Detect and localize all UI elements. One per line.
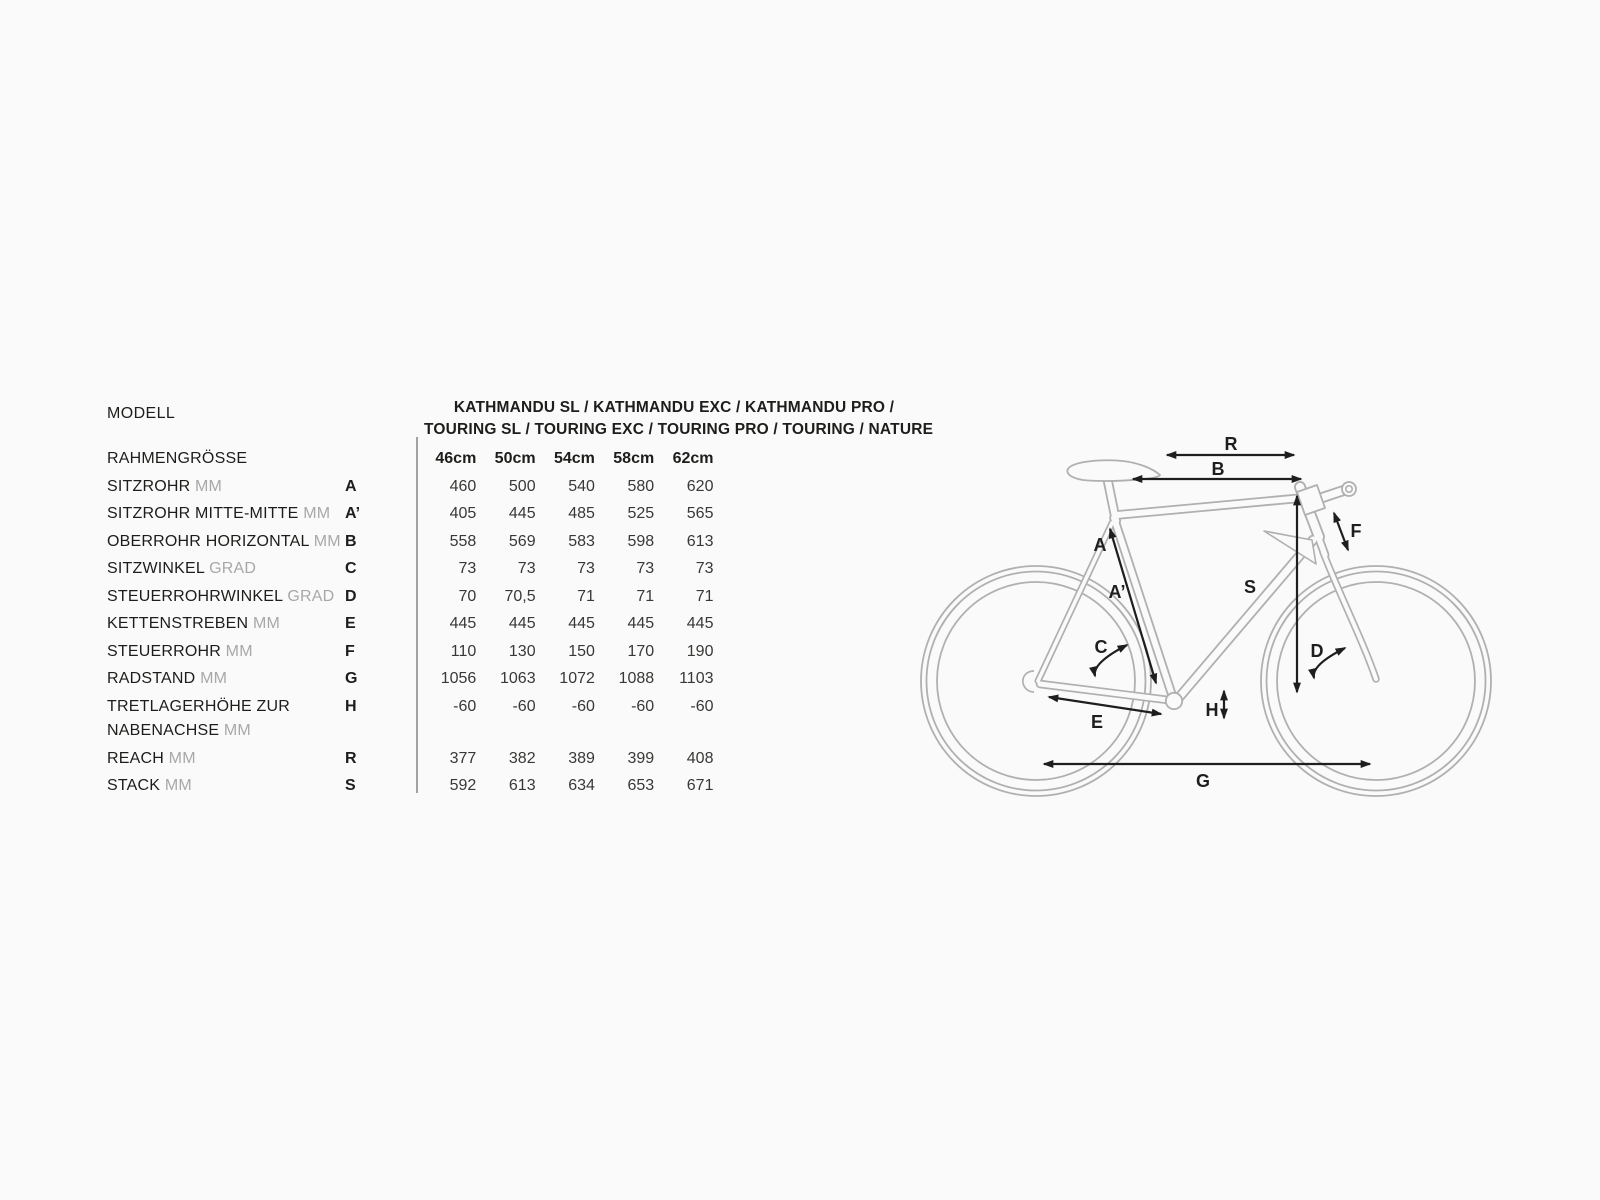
- spec-letter: F: [345, 642, 355, 660]
- spec-unit: MM: [200, 670, 228, 687]
- chainstay-label: E: [1090, 712, 1104, 732]
- spec-value: 70,5: [504, 587, 536, 605]
- spec-value: 377: [449, 749, 477, 767]
- spec-value: 190: [686, 642, 714, 660]
- spec-letter: A’: [345, 505, 361, 522]
- spec-unit: MM: [164, 777, 192, 794]
- bb-drop-label: H: [1205, 700, 1219, 720]
- seat-tube-cc-label: A’: [1108, 582, 1126, 602]
- spec-value: 613: [508, 777, 536, 794]
- spec-row-sitzrohr-mitte: [107, 500, 713, 528]
- wheelbase-label: G: [1195, 771, 1211, 791]
- spec-value: 569: [508, 532, 536, 550]
- spec-value: -60: [690, 697, 714, 715]
- spec-value: -60: [453, 697, 477, 715]
- seat-angle-label: C: [1094, 637, 1108, 657]
- size-col-header: 46cm: [435, 450, 477, 467]
- spec-unit: MM: [313, 532, 341, 550]
- spec-value: 634: [568, 777, 595, 794]
- spec-unit: GRAD: [209, 560, 257, 577]
- stack-label: S: [1243, 577, 1257, 597]
- spec-value: 592: [449, 777, 477, 794]
- spec-row-kettenstreben: [107, 610, 713, 638]
- spec-value: -60: [631, 697, 655, 715]
- spec-letter: G: [345, 670, 358, 687]
- geometry-table: [107, 445, 713, 800]
- spec-value: 613: [686, 532, 714, 550]
- spec-value: 71: [577, 587, 595, 605]
- spec-value: 583: [568, 532, 595, 550]
- bottom-bracket: [1166, 693, 1182, 709]
- spec-value: -60: [571, 697, 595, 715]
- bike-geometry-diagram: [895, 425, 1510, 810]
- model-names-line1: KATHMANDU SL / KATHMANDU EXC / KATHMANDU PRO /: [453, 399, 895, 416]
- spec-row-oberrohr: [107, 528, 713, 556]
- spec-value: 671: [686, 777, 714, 794]
- spec-value: 580: [627, 477, 655, 495]
- spec-value: 1103: [679, 670, 714, 687]
- spec-value: 73: [517, 560, 536, 577]
- seat-tube-label: A: [1093, 535, 1107, 555]
- size-header-cells: [417, 445, 713, 473]
- spec-value: 71: [636, 587, 655, 605]
- head-angle-label: D: [1310, 641, 1324, 661]
- handlebar-grip-center: [1346, 486, 1352, 492]
- spec-letter: S: [345, 777, 356, 794]
- spec-value: 73: [577, 560, 595, 577]
- size-col-header: 58cm: [613, 450, 655, 467]
- spec-value: 525: [627, 505, 655, 522]
- spec-value: 389: [568, 749, 595, 767]
- spec-value: 73: [636, 560, 655, 577]
- spec-label: STEUERROHRWINKEL: [107, 587, 283, 605]
- spec-row-stack: [107, 772, 713, 800]
- size-col-header: 54cm: [553, 450, 595, 467]
- spec-label-line2: NABENACHSE: [107, 722, 220, 739]
- spec-value: 399: [627, 749, 655, 767]
- table-header-row: [107, 445, 713, 473]
- spec-letter: H: [345, 697, 357, 715]
- spec-value: 73: [695, 560, 714, 577]
- spec-value: 558: [449, 532, 477, 550]
- spec-value: 73: [458, 560, 477, 577]
- spec-value: 170: [627, 642, 655, 660]
- model-label: MODELL: [107, 405, 176, 422]
- spec-value: 130: [508, 642, 536, 660]
- spec-label: SITZROHR MITTE-MITTE: [107, 505, 299, 522]
- spec-value: 408: [686, 749, 714, 767]
- spec-value: 1072: [559, 670, 595, 687]
- spec-label: SITZWINKEL: [107, 560, 205, 577]
- spec-value: 1056: [440, 670, 477, 687]
- spec-value: 1063: [500, 670, 536, 687]
- spec-letter: B: [345, 532, 357, 550]
- model-names: [424, 397, 934, 440]
- spec-value: 150: [568, 642, 595, 660]
- spec-unit: GRAD: [287, 587, 335, 605]
- spec-row-sitzrohr: [107, 473, 713, 501]
- spec-value: 445: [508, 615, 536, 632]
- spec-label: OBERROHR HORIZONTAL: [107, 532, 310, 550]
- spec-label: KETTENSTREBEN: [107, 615, 249, 632]
- spec-value: 1088: [618, 670, 655, 687]
- spec-letter: D: [345, 587, 357, 605]
- spec-row-steuerrohr: [107, 638, 713, 666]
- spec-value: -60: [512, 697, 536, 715]
- reach-label: R: [1224, 434, 1238, 454]
- head-tube-label: F: [1350, 521, 1362, 541]
- size-col-header: 50cm: [494, 450, 536, 467]
- spec-value: 460: [449, 477, 477, 495]
- spec-unit: MM: [195, 477, 223, 495]
- spec-label-line1: TRETLAGERHÖHE ZUR: [107, 697, 290, 715]
- spec-value: 620: [686, 477, 714, 495]
- spec-letter: E: [345, 615, 356, 632]
- frame-size-label: RAHMENGRÖSSE: [107, 450, 248, 467]
- spec-value: 445: [627, 615, 655, 632]
- spec-label: RADSTAND: [107, 670, 196, 687]
- letter-cell: [345, 445, 417, 473]
- spec-label: REACH: [107, 749, 165, 767]
- spec-row-reach: [107, 745, 713, 773]
- size-col-header: 62cm: [672, 450, 714, 467]
- spec-letter: C: [345, 560, 357, 577]
- spec-value: 71: [695, 587, 714, 605]
- spec-unit: MM: [303, 505, 331, 522]
- spec-value: 500: [508, 477, 536, 495]
- spec-label: STEUERROHR: [107, 642, 222, 660]
- spec-value: 445: [686, 615, 714, 632]
- spec-unit: MM: [223, 722, 251, 739]
- spec-row-radstand: [107, 665, 713, 693]
- spec-value: 565: [686, 505, 714, 522]
- spec-value: 382: [508, 749, 536, 767]
- spec-letter: A: [345, 477, 357, 495]
- spec-row-tretlagerhoehe: [107, 693, 713, 745]
- spec-value: 405: [449, 505, 477, 522]
- spec-label: STACK: [107, 777, 161, 794]
- spec-unit: MM: [252, 615, 281, 632]
- spec-value: 110: [450, 642, 477, 660]
- spec-row-steuerrohrwinkel: [107, 583, 713, 611]
- spec-letter: R: [345, 749, 357, 767]
- model-names-line2: TOURING SL / TOURING EXC / TOURING PRO / TOURING / NATURE: [424, 420, 934, 438]
- spec-value: 598: [627, 532, 655, 550]
- rear-dropout: [1023, 671, 1034, 692]
- spec-value: 445: [568, 615, 595, 632]
- head-tube-arrow: [1334, 513, 1348, 550]
- spec-value: 445: [449, 615, 477, 632]
- spec-value: 445: [508, 505, 536, 522]
- spec-value: 70: [458, 587, 477, 605]
- spec-value: 540: [568, 477, 595, 495]
- top-tube-label: B: [1211, 459, 1225, 479]
- spec-label: SITZROHR: [107, 477, 191, 495]
- spec-value: 653: [627, 777, 655, 794]
- spec-value: 485: [568, 505, 595, 522]
- spec-unit: MM: [225, 642, 253, 660]
- spec-row-sitzwinkel: [107, 555, 713, 583]
- spec-unit: MM: [168, 749, 196, 767]
